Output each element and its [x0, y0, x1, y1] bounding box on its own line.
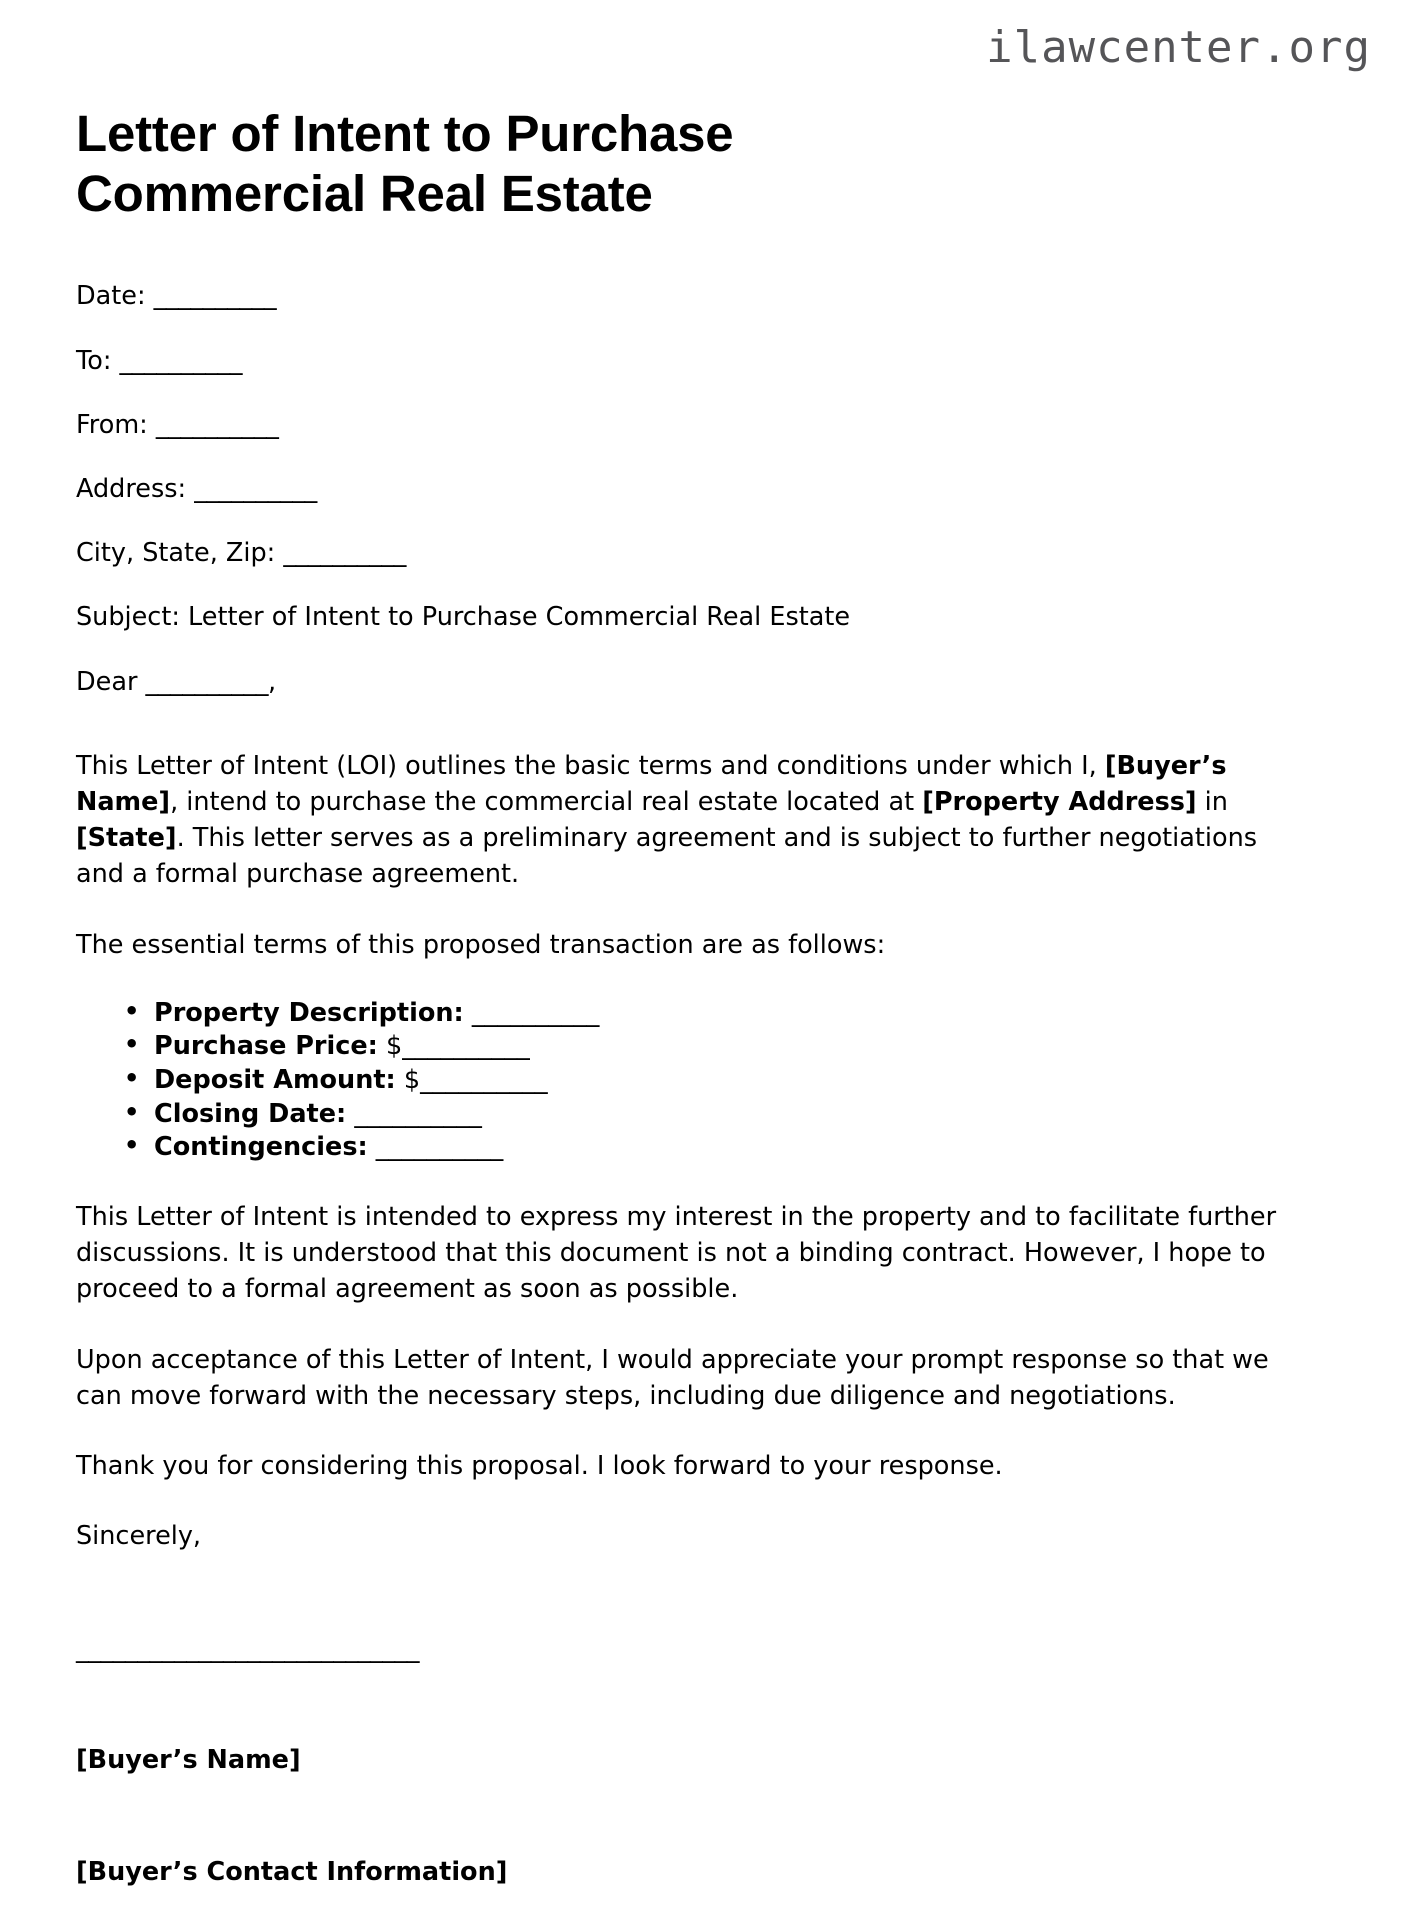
intro-paragraph	[76, 748, 1306, 893]
signature-buyer-contact: [Buyer’s Contact Information]	[76, 1856, 508, 1887]
site-watermark: ilawcenter.org	[986, 22, 1371, 73]
field-from	[76, 407, 1306, 443]
term-value[interactable]: __________	[346, 1098, 482, 1129]
intro-part-4: . This letter serves as a preliminary agreement and is subject to further negotiations and a formal purchase agreement.	[76, 823, 1258, 890]
placeholder-property-address: [Property Address]	[922, 786, 1197, 817]
field-date-label: Date:	[76, 281, 146, 312]
closing-salutation: Sincerely,	[76, 1521, 202, 1552]
essential-terms-list	[76, 997, 1306, 1165]
salutation-suffix: ,	[268, 666, 277, 697]
field-address-label: Address:	[76, 473, 187, 504]
field-city-state-zip-blank[interactable]: __________	[283, 538, 406, 569]
signature-buyer-name: [Buyer’s Name]	[76, 1744, 301, 1775]
placeholder-buyers-name: [Buyer’s Name]	[76, 750, 1227, 817]
term-label: Deposit Amount:	[154, 1065, 396, 1096]
field-city-state-zip-label: City, State, Zip:	[76, 538, 276, 569]
list-item-contingencies	[122, 1131, 1306, 1165]
subject-line: Subject: Letter of Intent to Purchase Commercial Real Estate	[76, 602, 851, 633]
field-date	[76, 278, 1306, 314]
intro-part-2: , intend to purchase the commercial real estate located at	[170, 786, 923, 817]
term-value[interactable]: $__________	[395, 1065, 548, 1096]
list-item-closing-date	[122, 1098, 1306, 1132]
term-label: Purchase Price:	[154, 1031, 378, 1062]
list-item-property-description	[122, 997, 1306, 1031]
salutation-prefix: Dear	[76, 666, 138, 697]
field-to	[76, 343, 1306, 379]
term-label: Property Description:	[154, 997, 464, 1028]
term-label: Closing Date:	[154, 1098, 347, 1129]
field-address-blank[interactable]: __________	[194, 473, 317, 504]
field-city-state-zip	[76, 535, 1306, 571]
body-paragraph-thanks: Thank you for considering this proposal. I look forward to your response.	[76, 1451, 1003, 1482]
field-from-label: From:	[76, 409, 148, 440]
document-content	[76, 104, 1306, 1914]
intro-part-1: This Letter of Intent (LOI) outlines the basic terms and conditions under which I,	[76, 750, 1105, 781]
header-fields	[76, 278, 1306, 571]
salutation-blank[interactable]: __________	[145, 666, 269, 697]
term-label: Contingencies:	[154, 1132, 368, 1163]
placeholder-state: [State]	[76, 823, 177, 854]
list-item-purchase-price	[122, 1030, 1306, 1064]
intro-part-3: in	[1196, 786, 1228, 817]
salutation	[76, 664, 1306, 700]
terms-lead-in: The essential terms of this proposed transaction are as follows:	[76, 929, 886, 960]
field-to-blank[interactable]: __________	[119, 345, 243, 376]
page-title: Letter of Intent to Purchase Commercial Real Estate	[76, 105, 734, 223]
term-value[interactable]: $__________	[377, 1031, 530, 1062]
body-paragraph-acceptance: Upon acceptance of this Letter of Intent, I would appreciate your prompt response so that we can move forward with the necessary steps, including due diligence and negotiations.	[76, 1344, 1269, 1411]
term-value[interactable]: __________	[367, 1132, 504, 1163]
body-paragraph-interest: This Letter of Intent is intended to express my interest in the property and to facilitate further discussions. It is understood that this document is not a binding contract. However, I hope to proceed to a formal agreement as soon as possible.	[76, 1202, 1277, 1305]
term-value[interactable]: __________	[463, 997, 600, 1028]
field-address	[76, 471, 1306, 507]
signature-line: ____________________________	[76, 1633, 419, 1664]
list-item-deposit-amount	[122, 1064, 1306, 1098]
field-date-blank[interactable]: __________	[153, 281, 277, 312]
field-from-blank[interactable]: __________	[155, 409, 279, 440]
field-to-label: To:	[76, 345, 112, 376]
